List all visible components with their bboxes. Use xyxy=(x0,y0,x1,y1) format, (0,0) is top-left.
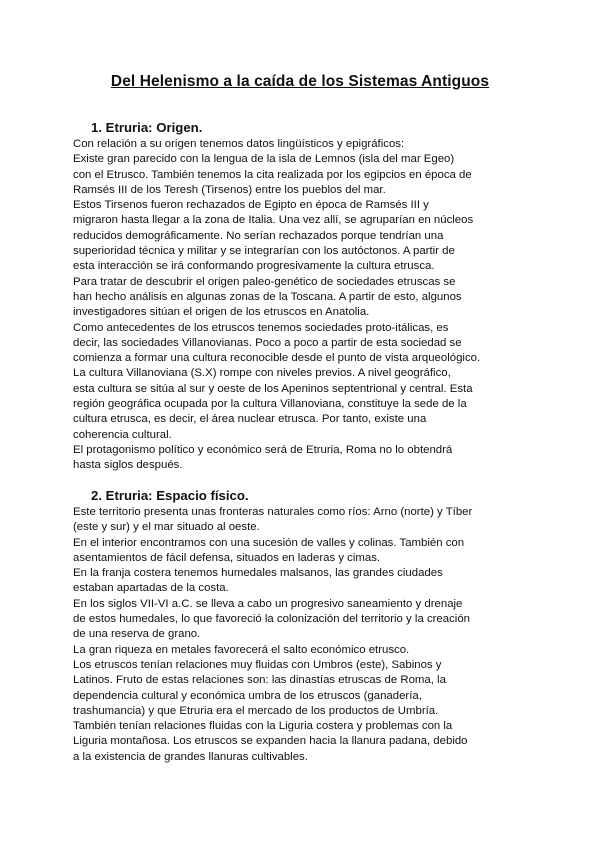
text-line: superioridad técnica y militar y se integrarían con los autóctonos. A partir de xyxy=(73,245,455,258)
text-line: de estos humedales, lo que favoreció la colonización del territorio y la creación xyxy=(73,613,470,626)
text-line: han hecho análisis en algunas zonas de la Toscana. A partir de esto, algunos xyxy=(73,290,462,303)
text-line: trashumancia) y que Etruria era el mercado de los productos de Umbría. xyxy=(73,704,439,717)
text-line: cultura etrusca, es decir, el área nuclear etrusca. Por tanto, existe una xyxy=(73,413,427,426)
text-line: Los etruscos tenían relaciones muy fluidas con Umbros (este), Sabinos y xyxy=(73,658,442,671)
text-line: región geográfica ocupada por la cultura Villanoviana, constituye la sede de la xyxy=(73,398,467,411)
text-line: La cultura Villanoviana (S.X) rompe con niveles previos. A nivel geográfico, xyxy=(73,367,451,380)
text-line: dependencia cultural y económica umbra de los etruscos (ganadería, xyxy=(73,689,422,702)
text-line: El protagonismo político y económico será de Etruria, Roma no lo obtendrá xyxy=(73,443,453,456)
page-title: Del Helenismo a la caída de los Sistemas Antiguos xyxy=(110,73,490,90)
text-line: de una reserva de grano. xyxy=(73,628,201,641)
section-heading-espacio-fisico: 2. Etruria: Espacio físico. xyxy=(91,488,249,503)
text-line: En los siglos VII-VI a.C. se lleva a cabo un progresivo saneamiento y drenaje xyxy=(73,597,463,610)
text-line: migraron hasta llegar a la zona de Italia. Una vez allí, se agruparían en núcleos xyxy=(73,214,474,227)
text-line: En la franja costera tenemos humedales malsanos, las grandes ciudades xyxy=(73,567,443,580)
text-line: Latinos. Fruto de estas relaciones son: las dinastías etruscas de Roma, la xyxy=(73,674,446,687)
text-line: También tenían relaciones fluidas con la Liguria costera y problemas con la xyxy=(73,720,453,733)
text-line: investigadores sitúan el origen de los etruscos en Anatolia. xyxy=(73,306,370,319)
text-line: En el interior encontramos con una sucesión de valles y colinas. También con xyxy=(73,536,465,549)
section-body-espacio-fisico xyxy=(73,505,543,765)
text-line: La gran riqueza en metales favorecerá el salto económico etrusco. xyxy=(73,643,410,656)
text-line: Estos Tirsenos fueron rechazados de Egipto en época de Ramsés III y xyxy=(73,199,429,212)
text-line: Ramsés III de los Teresh (Tirsenos) entre los pueblos del mar. xyxy=(73,183,386,196)
text-line: comienza a formar una cultura reconocible desde el punto de vista arqueológico. xyxy=(73,352,481,365)
text-line: asentamientos de fácil defensa, situados en laderas y cimas. xyxy=(73,551,381,564)
section-body-origen xyxy=(73,137,543,474)
text-line: Existe gran parecido con la lengua de la isla de Lemnos (isla del mar Egeo) xyxy=(73,153,455,166)
text-line: a la existencia de grandes llanuras cultivables. xyxy=(73,750,308,763)
text-line: Como antecedentes de los etruscos tenemos sociedades proto-itálicas, es xyxy=(73,321,449,334)
text-line: Este territorio presenta unas fronteras naturales como ríos: Arno (norte) y Tíber xyxy=(73,506,473,518)
text-line: Con relación a su origen tenemos datos lingüísticos y epigráficos: xyxy=(73,138,405,150)
text-line: reducidos demográficamente. No serían rechazados porque tendrían una xyxy=(73,229,444,242)
section-heading-origen: 1. Etruria: Origen. xyxy=(91,120,203,135)
text-line: coherencia cultural. xyxy=(73,428,172,441)
text-line: Liguria montañosa. Los etruscos se expanden hacia la llanura padana, debido xyxy=(73,735,468,748)
text-line: (este y sur) y el mar situado al oeste. xyxy=(73,521,260,534)
text-line: esta interacción se irá conformando progresivamente la cultura etrusca. xyxy=(73,260,435,273)
text-line: esta cultura se sitúa al sur y oeste de los Apeninos septentrional y central. Esta xyxy=(73,382,473,395)
text-line: hasta siglos después. xyxy=(73,459,183,472)
text-line: con el Etrusco. También tenemos la cita realizada por los egipcios en época de xyxy=(73,168,472,181)
text-line: Para tratar de descubrir el origen paleo-genético de sociedades etruscas se xyxy=(73,275,456,288)
text-line: decir, las sociedades Villanovianas. Poco a poco a partir de esta sociedad se xyxy=(73,336,462,349)
text-line: estaban apartadas de la costa. xyxy=(73,582,229,595)
